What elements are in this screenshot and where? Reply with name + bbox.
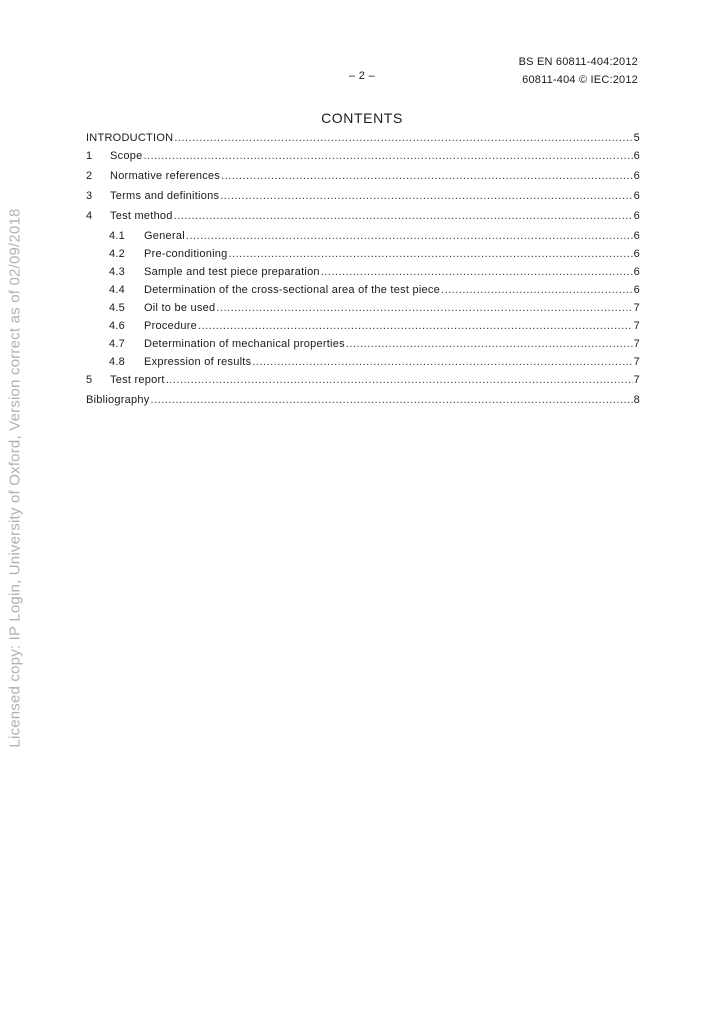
dot-leader	[321, 266, 633, 278]
toc-entry-number: 4.8	[109, 356, 126, 368]
toc-entry-title: Scope	[110, 150, 143, 162]
toc-entry-bibliography[interactable]	[86, 394, 640, 412]
toc-entry-page: 6	[633, 150, 640, 162]
toc-entry-page: 8	[633, 394, 640, 406]
page-number: – 2 –	[349, 70, 375, 82]
toc-entry-number: 4	[86, 210, 93, 222]
dot-leader	[252, 356, 632, 368]
toc-entry-page: 6	[633, 284, 640, 296]
toc-entry-page: 5	[633, 132, 640, 144]
dot-leader	[186, 230, 633, 242]
dot-leader	[221, 170, 632, 182]
toc-entry-title: Sample and test piece preparation	[144, 266, 320, 278]
toc-entry-page: 6	[633, 210, 640, 222]
toc-entry-title: Pre-conditioning	[144, 248, 228, 260]
toc-entry-pre-conditioning[interactable]	[86, 248, 640, 266]
toc-entry-title: INTRODUCTION	[86, 132, 174, 144]
toc-entry-number: 4.3	[109, 266, 126, 278]
toc-entry-page: 6	[633, 190, 640, 202]
toc-entry-title: Terms and definitions	[110, 190, 220, 202]
toc-entry-title: General	[144, 230, 185, 242]
contents-heading: CONTENTS	[321, 110, 403, 126]
toc-entry-title: Determination of the cross-sectional area of the test piece	[144, 284, 441, 296]
dot-leader	[166, 374, 633, 386]
dot-leader	[143, 150, 632, 162]
toc-entry-page: 6	[633, 230, 640, 242]
toc-entry-title: Bibliography	[86, 394, 150, 406]
dot-leader	[220, 190, 632, 202]
dot-leader	[198, 320, 633, 332]
toc-entry-title: Expression of results	[144, 356, 252, 368]
toc-entry-title: Oil to be used	[144, 302, 216, 314]
toc-entry-number: 4.7	[109, 338, 126, 350]
dot-leader	[441, 284, 633, 296]
toc-entry-number: 5	[86, 374, 93, 386]
dot-leader	[216, 302, 632, 314]
toc-entry-oil-to-be-used[interactable]	[86, 302, 640, 320]
toc-entry-number: 4.2	[109, 248, 126, 260]
toc-entry-page: 7	[633, 374, 640, 386]
toc-entry-page: 6	[633, 170, 640, 182]
toc-entry-number: 4.6	[109, 320, 126, 332]
toc-entry-number: 4.5	[109, 302, 126, 314]
toc-entry-number: 4.4	[109, 284, 126, 296]
toc-entry-title: Normative references	[110, 170, 221, 182]
toc-entry-page: 7	[633, 320, 640, 332]
toc-entry-page: 7	[633, 302, 640, 314]
standard-designation-iec: 60811-404 © IEC:2012	[522, 74, 638, 86]
toc-entry-page: 6	[633, 266, 640, 278]
toc-entry-scope[interactable]	[86, 150, 640, 170]
toc-entry-page: 6	[633, 248, 640, 260]
toc-entry-number: 4.1	[109, 230, 126, 242]
toc-entry-page: 7	[633, 356, 640, 368]
toc-entry-title: Procedure	[144, 320, 198, 332]
document-header	[519, 53, 638, 89]
toc-entry-title: Test method	[110, 210, 173, 222]
license-watermark-text: Licensed copy: IP Login, University of Oxford, Version correct as of 02/09/2018	[6, 208, 24, 748]
toc-entry-introduction[interactable]	[86, 132, 640, 150]
toc-entry-expression-of-results[interactable]	[86, 356, 640, 374]
toc-entry-number: 3	[86, 190, 93, 202]
standard-designation-bs-en: BS EN 60811-404:2012	[518, 56, 638, 68]
toc-entry-sample-preparation[interactable]	[86, 266, 640, 284]
toc-entry-test-method[interactable]	[86, 210, 640, 230]
toc-entry-terms-and-definitions[interactable]	[86, 190, 640, 210]
toc-entry-mechanical-properties[interactable]	[86, 338, 640, 356]
table-of-contents	[86, 132, 640, 412]
dot-leader	[174, 210, 633, 222]
toc-entry-normative-references[interactable]	[86, 170, 640, 190]
toc-entry-title: Test report	[110, 374, 165, 386]
dot-leader	[229, 248, 633, 260]
toc-entry-title: Determination of mechanical properties	[144, 338, 345, 350]
toc-entry-cross-sectional-area[interactable]	[86, 284, 640, 302]
dot-leader	[151, 394, 633, 406]
toc-entry-page: 7	[633, 338, 640, 350]
dot-leader	[174, 132, 632, 144]
dot-leader	[346, 338, 633, 350]
toc-entry-number: 1	[86, 150, 93, 162]
toc-entry-number: 2	[86, 170, 93, 182]
toc-entry-procedure[interactable]	[86, 320, 640, 338]
toc-entry-test-report[interactable]	[86, 374, 640, 394]
toc-entry-general[interactable]	[86, 230, 640, 248]
